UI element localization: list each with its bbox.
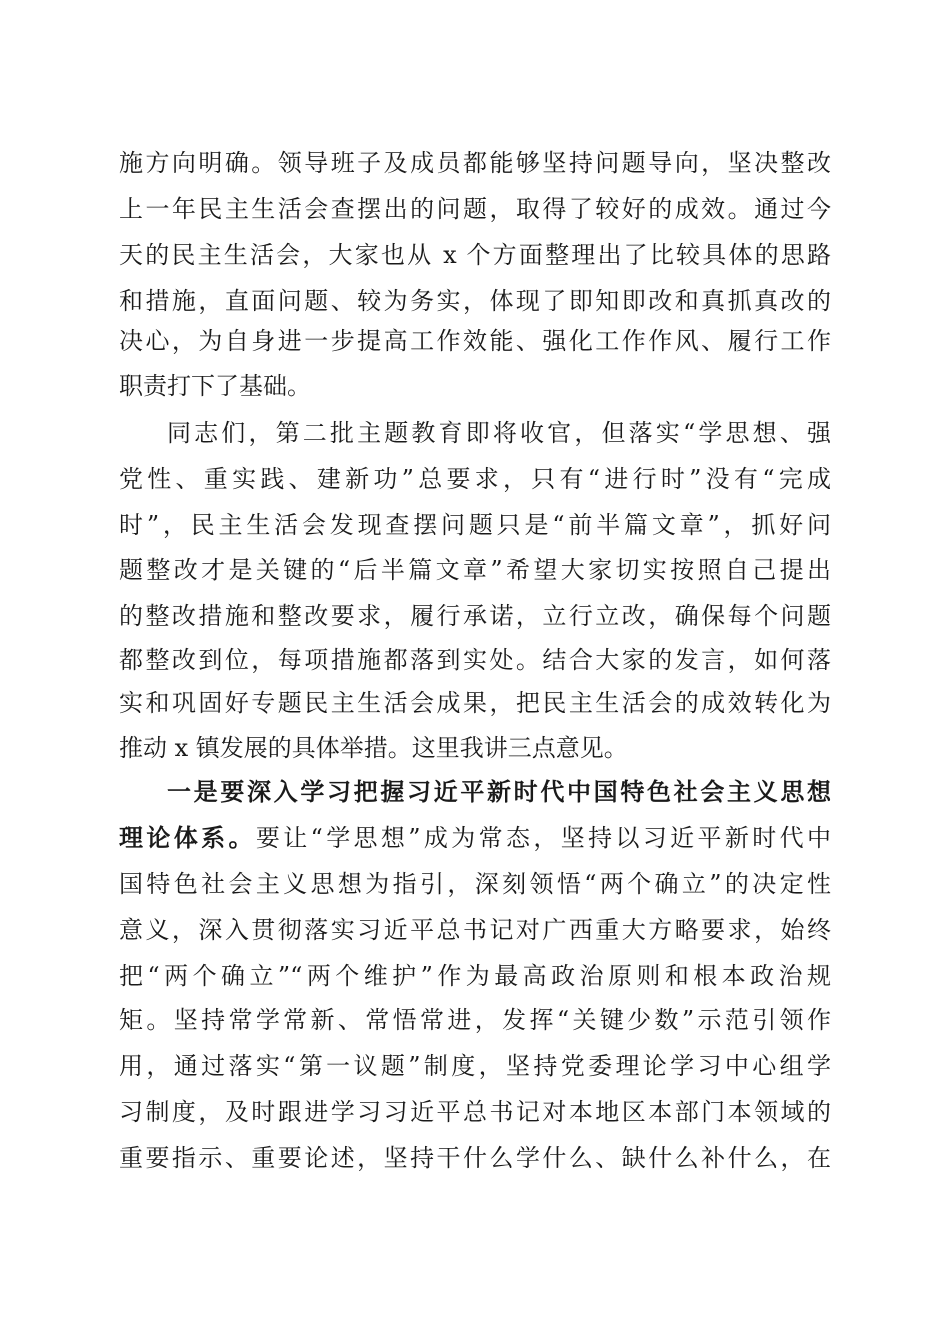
paragraph-3-line-5: 把“两个确立”“两个维护”作为最高政治原则和根本政治规: [119, 962, 831, 990]
paragraph-2-line-4: 题整改才是关键的“后半篇文章”希望大家切实按照自己提出: [119, 556, 831, 584]
paragraph-2-line-8: 推动 x 镇发展的具体举措。这里我讲三点意见。: [119, 734, 628, 762]
paragraph-3-line-9: 重要指示、重要论述，坚持干什么学什么、缺什么补什么，在: [119, 1144, 831, 1172]
paragraph-2-line-3: 时”，民主生活会发现查摆问题只是“前半篇文章”，抓好问: [119, 511, 831, 539]
paragraph-3-line-2-text: 要让“学思想”成为常态，坚持以习近平新时代中: [255, 824, 831, 852]
paragraph-2-line-7: 实和巩固好专题民主生活会成果，把民主生活会的成效转化为: [119, 689, 831, 717]
paragraph-3-line-4: 意义，深入贯彻落实习近平总书记对广西重大方略要求，始终: [119, 916, 831, 944]
paragraph-2-line-6: 都整改到位，每项措施都落到实处。结合大家的发言，如何落: [119, 646, 831, 674]
paragraph-3-heading-line: 一是要深入学习把握习近平新时代中国特色社会主义思想: [167, 778, 831, 806]
paragraph-1-line-6: 职责打下了基础。: [119, 372, 311, 400]
paragraph-1-line-1: 施方向明确。领导班子及成员都能够坚持问题导向，坚决整改: [119, 149, 831, 177]
paragraph-2-line-2: 党性、重实践、建新功”总要求，只有“进行时”没有“完成: [119, 465, 831, 493]
paragraph-1-line-5: 决心，为自身进一步提高工作效能、强化工作作风、履行工作: [119, 327, 831, 355]
paragraph-1-line-3: 天的民主生活会，大家也从 x 个方面整理出了比较具体的思路: [119, 241, 831, 269]
paragraph-1-line-2: 上一年民主生活会查摆出的问题，取得了较好的成效。通过今: [119, 195, 831, 223]
paragraph-2-line-5: 的整改措施和整改要求，履行承诺，立行立改，确保每个问题: [119, 602, 831, 630]
paragraph-3-line-8: 习制度，及时跟进学习习近平总书记对本地区本部门本领域的: [119, 1098, 831, 1126]
paragraph-2-line-1: 同志们，第二批主题教育即将收官，但落实“学思想、强: [167, 419, 831, 447]
paragraph-3-line-3: 国特色社会主义思想为指引，深刻领悟“两个确立”的决定性: [119, 870, 831, 898]
paragraph-3-line-2: [119, 818, 831, 858]
paragraph-3-heading-end: 理论体系。: [119, 824, 256, 852]
paragraph-3-line-6: 矩。坚持常学常新、常悟常进，发挥“关键少数”示范引领作: [119, 1006, 831, 1034]
paragraph-3-line-7: 用，通过落实“第一议题”制度，坚持党委理论学习中心组学: [119, 1052, 831, 1080]
paragraph-1-line-4: 和措施，直面问题、较为务实，体现了即知即改和真抓真改的: [119, 287, 831, 315]
